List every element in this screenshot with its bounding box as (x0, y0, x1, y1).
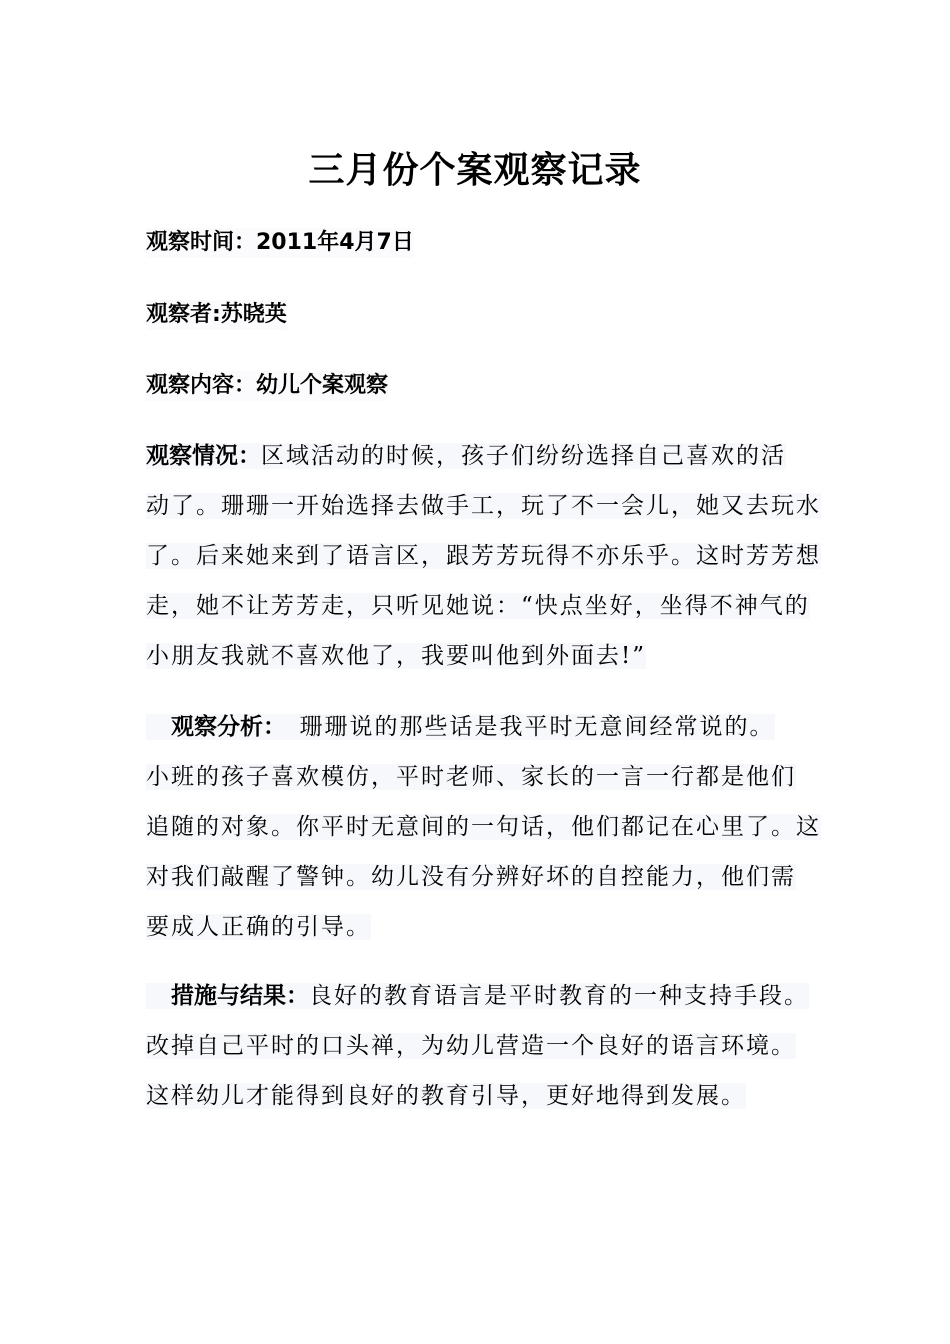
situation-line (146, 531, 836, 581)
situation-text: 区域活动的时候，孩子们纷纷选择自己喜欢的活 (261, 443, 786, 469)
analysis-line (146, 802, 836, 852)
situation-text: 了。后来她来到了语言区，跟芳芳玩得不亦乐乎。这时芳芳想 (146, 543, 821, 569)
observer: 观察者:苏晓英 (146, 300, 287, 330)
situation-line (146, 631, 836, 681)
measures-line (146, 1021, 836, 1071)
observation-time: 观察时间：2011年4月7日 (146, 228, 414, 258)
situation-text: 动了。珊珊一开始选择去做手工，玩了不一会儿，她又去玩水 (146, 493, 821, 519)
situation-line (146, 581, 836, 631)
analysis-line (146, 852, 836, 902)
analysis-text: 小班的孩子喜欢模仿，平时老师、家长的一言一行都是他们 (146, 764, 796, 790)
measures-section (146, 971, 836, 1121)
analysis-label: 观察分析： (171, 714, 275, 740)
situation-section (146, 431, 836, 681)
measures-line (146, 1071, 836, 1121)
analysis-line (146, 702, 836, 752)
situation-text: 小朋友我就不喜欢他了，我要叫他到外面去!” (146, 643, 647, 669)
analysis-text: 要成人正确的引导。 (146, 914, 371, 940)
situation-label: 观察情况： (146, 443, 261, 469)
measures-label: 措施与结果： (171, 983, 309, 1009)
situation-line (146, 431, 836, 481)
situation-text: 走，她不让芳芳走，只听见她说：“快点坐好，坐得不神气的 (146, 593, 810, 619)
analysis-line (146, 752, 836, 802)
observation-content: 观察内容：幼儿个案观察 (146, 371, 388, 401)
situation-line (146, 481, 836, 531)
measures-line (146, 971, 836, 1021)
measures-text: 改掉自己平时的口头禅，为幼儿营造一个良好的语言环境。 (146, 1033, 796, 1059)
analysis-text: 追随的对象。你平时无意间的一句话，他们都记在心里了。这 (146, 814, 821, 840)
document-title: 三月份个案观察记录 (308, 149, 642, 191)
analysis-section (146, 702, 836, 952)
measures-text: 这样幼儿才能得到良好的教育引导，更好地得到发展。 (146, 1083, 746, 1109)
analysis-text: 对我们敲醒了警钟。幼儿没有分辨好坏的自控能力，他们需 (146, 864, 796, 890)
analysis-text: 珊珊说的那些话是我平时无意间经常说的。 (299, 714, 775, 740)
measures-text: 良好的教育语言是平时教育的一种支持手段。 (309, 983, 809, 1009)
analysis-line (146, 902, 836, 952)
